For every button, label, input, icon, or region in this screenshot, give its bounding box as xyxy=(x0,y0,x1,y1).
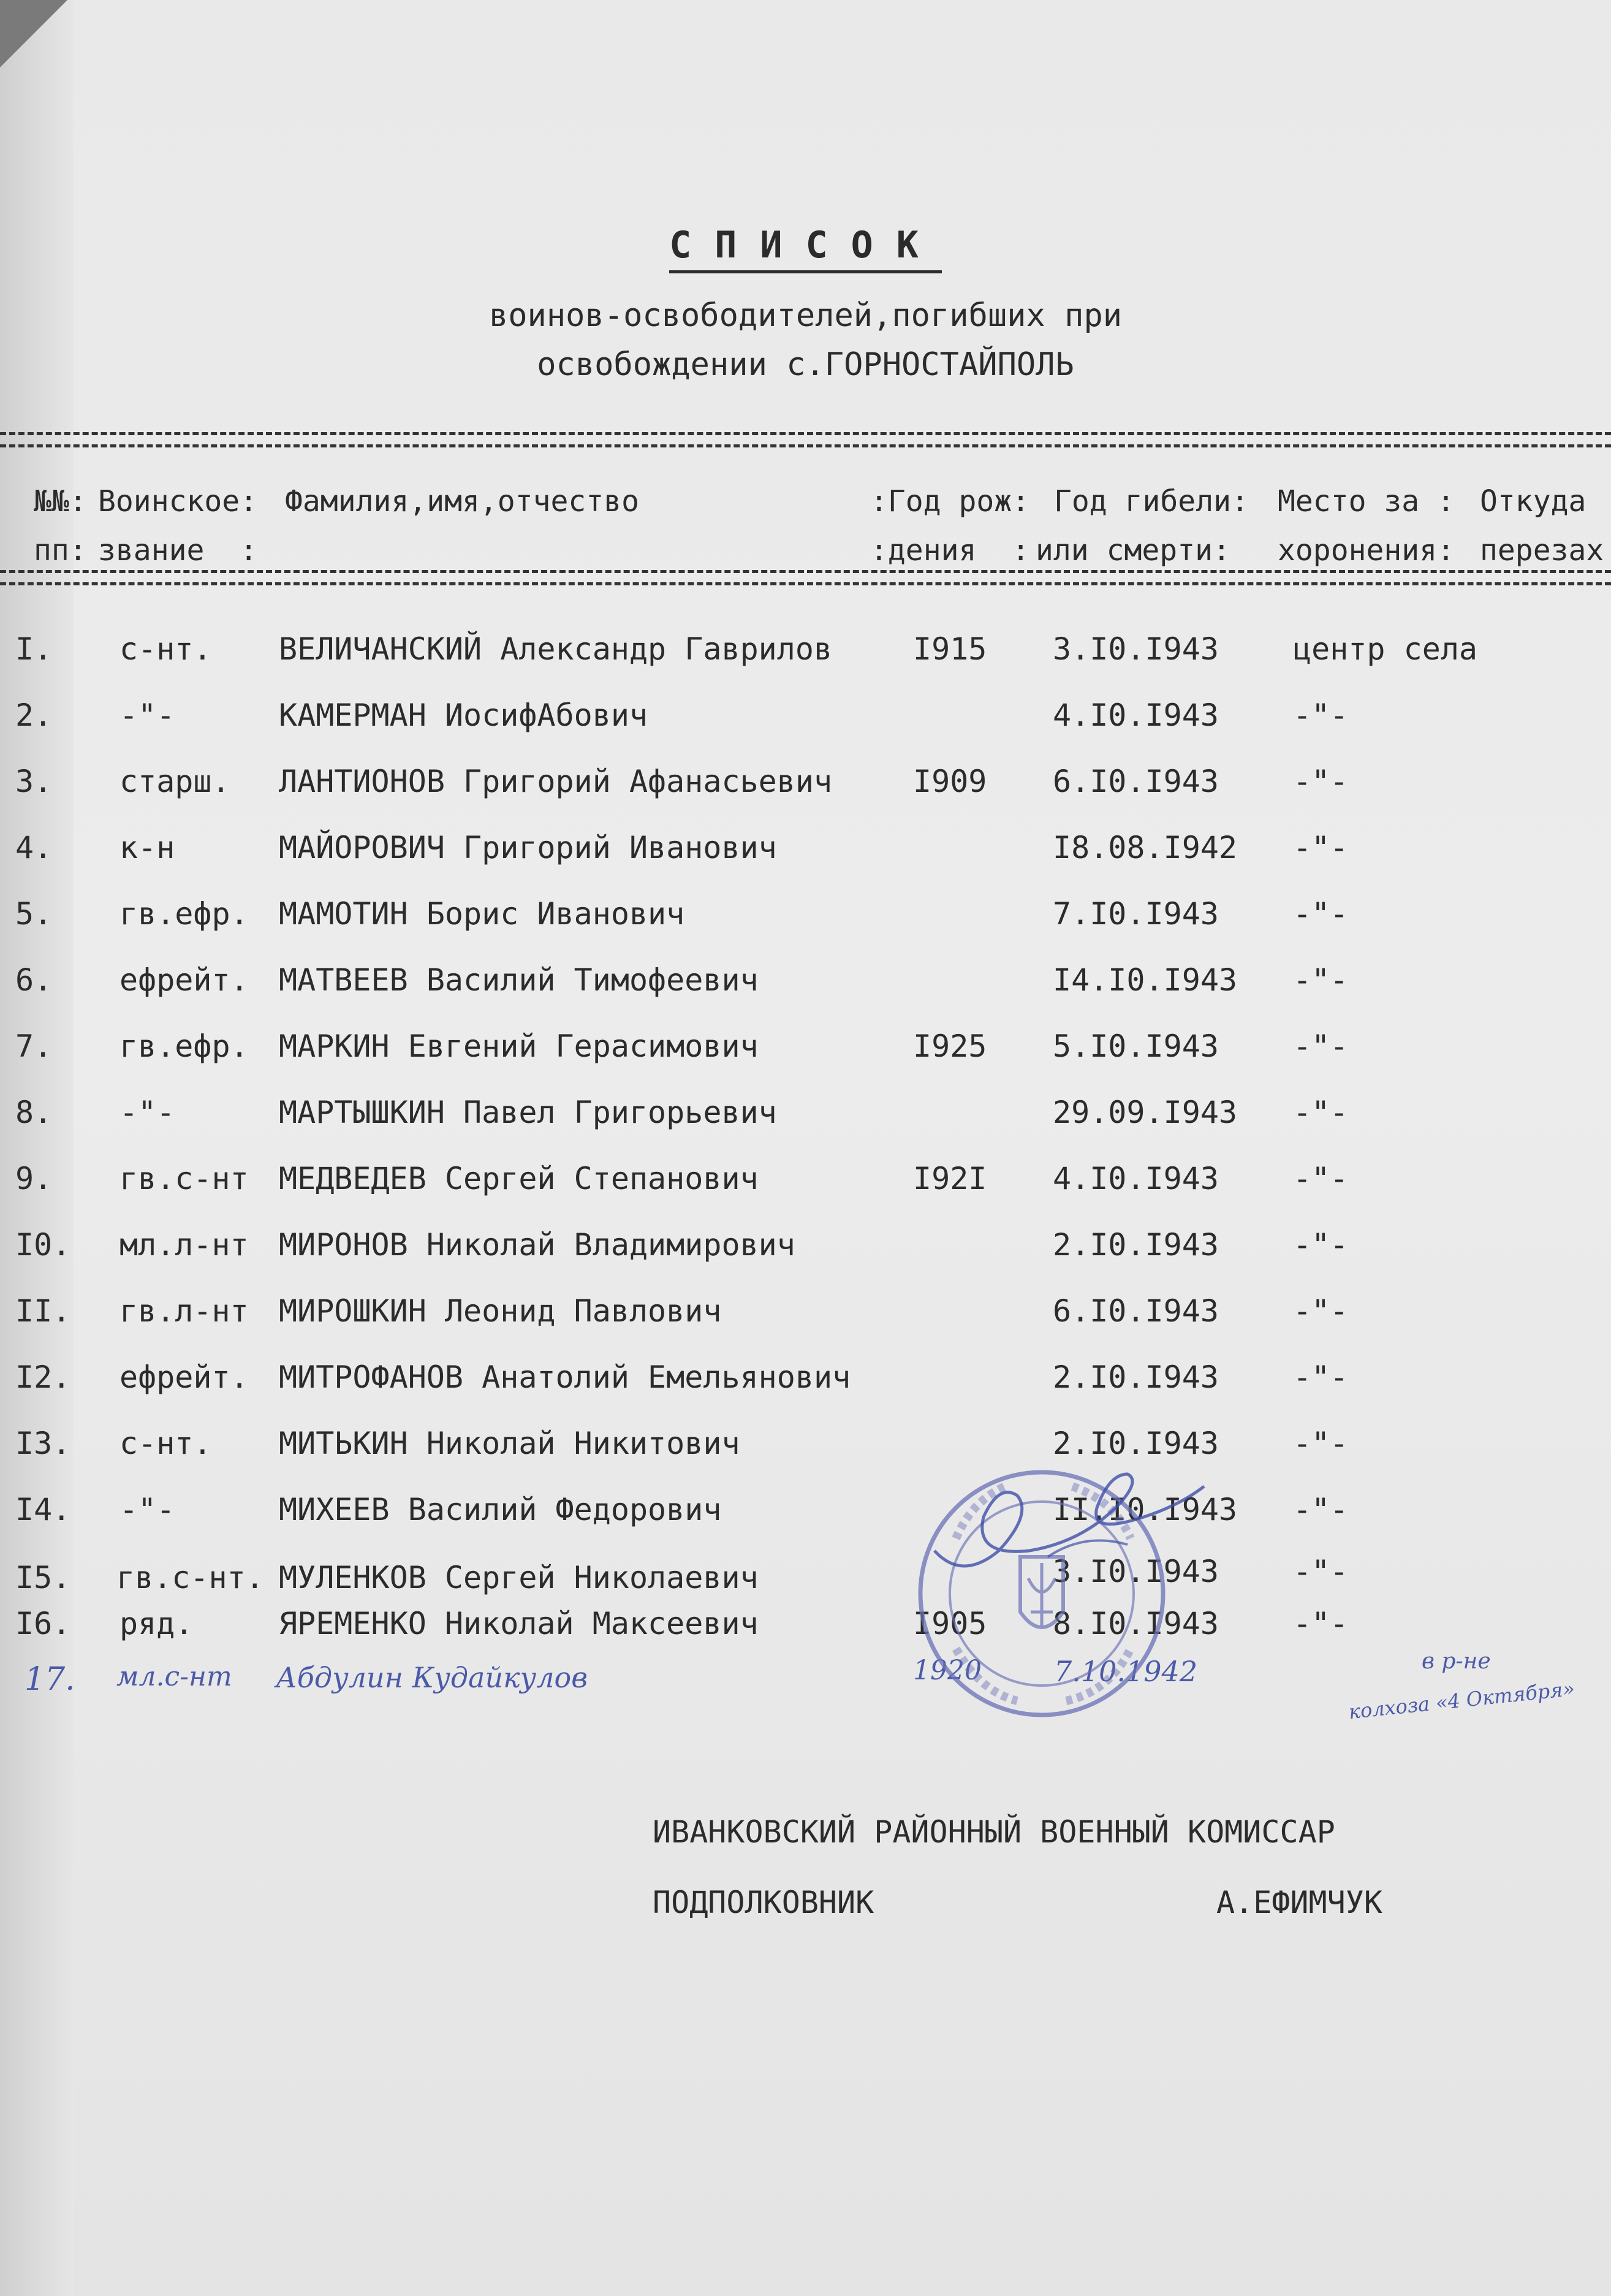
table-row xyxy=(0,1554,1611,1609)
row-name: МАРТЫШКИН Павел Григорьевич xyxy=(279,1095,777,1130)
row-number: 5. xyxy=(15,896,53,932)
row-name: ЛАНТИОНОВ Григорий Афанасьевич xyxy=(279,764,833,799)
row-rank: гв.ефр. xyxy=(119,896,249,932)
subtitle-line-1: воинов-освободителей,погибших при xyxy=(488,297,1123,334)
row-death-date: 2.I0.I943 xyxy=(1053,1227,1219,1263)
row-name: МУЛЕНКОВ Сергей Николаевич xyxy=(279,1560,759,1595)
row-death-date: 29.09.I943 xyxy=(1053,1095,1238,1130)
table-row xyxy=(0,698,1611,747)
row-rank: с-нт. xyxy=(119,631,212,667)
row-birth-year: I905 xyxy=(913,1606,987,1641)
row-name: МИТРОФАНОВ Анатолий Емельянович xyxy=(279,1359,851,1395)
col-name-line1: Фамилия,имя,отчество xyxy=(285,484,639,519)
row-number: 9. xyxy=(15,1161,53,1196)
row-burial-place: -"- xyxy=(1293,1606,1349,1641)
row-name: МИРОНОВ Николай Владимирович xyxy=(279,1227,795,1263)
row-name: МАТВЕЕВ Василий Тимофеевич xyxy=(279,962,759,998)
table-header-rule xyxy=(0,570,1611,573)
row-name: МАРКИН Евгений Герасимович xyxy=(279,1028,759,1064)
row-burial-place: -"- xyxy=(1293,1028,1349,1064)
col-num-line1: №№: xyxy=(34,484,87,519)
paper-corner xyxy=(0,0,67,67)
row-number: 8. xyxy=(15,1095,53,1130)
row-death-date: 8.I0.I943 xyxy=(1053,1606,1219,1641)
row-death-date: 4.I0.I943 xyxy=(1053,1161,1219,1196)
hand-row-number: 17. xyxy=(25,1661,75,1698)
row-burial-place: -"- xyxy=(1293,962,1349,998)
row-number: II. xyxy=(15,1293,71,1329)
col-birth-line1: :Год рож: xyxy=(870,484,1030,519)
table-row xyxy=(0,1359,1611,1408)
row-number: 6. xyxy=(15,962,53,998)
col-birth-line2: :дения : xyxy=(870,533,1030,568)
row-rank: ряд. xyxy=(119,1606,194,1641)
row-number: I2. xyxy=(15,1359,71,1395)
row-death-date: 4.I0.I943 xyxy=(1053,698,1219,733)
row-number: I0. xyxy=(15,1227,71,1263)
hand-row-place-line1: в р-не xyxy=(1422,1649,1491,1674)
row-rank: мл.л-нт xyxy=(119,1227,249,1263)
table-row xyxy=(0,1426,1611,1475)
table-top-rule-2 xyxy=(0,444,1611,447)
row-name: МАМОТИН Борис Иванович xyxy=(279,896,685,932)
row-name: ЯРЕМЕНКО Николай Максеевич xyxy=(279,1606,759,1641)
row-number: I4. xyxy=(15,1492,71,1527)
table-row xyxy=(0,1492,1611,1541)
table-row xyxy=(0,1095,1611,1144)
row-death-date: 2.I0.I943 xyxy=(1053,1426,1219,1461)
row-burial-place: -"- xyxy=(1293,1095,1349,1130)
row-name: КАМЕРМАН ИосифАбович xyxy=(279,698,648,733)
row-death-date: 7.I0.I943 xyxy=(1053,896,1219,932)
row-rank: гв.с-нт xyxy=(119,1161,249,1196)
document-title xyxy=(0,224,1611,267)
commissar-title: ИВАНКОВСКИЙ РАЙОННЫЙ ВОЕННЫЙ КОМИССАР xyxy=(653,1814,1335,1850)
table-row xyxy=(0,764,1611,813)
row-rank: гв.с-нт. xyxy=(116,1560,264,1595)
row-burial-place: центр села xyxy=(1293,631,1478,667)
table-row xyxy=(0,1227,1611,1276)
table-header-rule-2 xyxy=(0,582,1611,585)
row-name: МАЙОРОВИЧ Григорий Иванович xyxy=(279,830,777,865)
table-row xyxy=(0,1161,1611,1210)
row-burial-place: -"- xyxy=(1293,896,1349,932)
col-origin-line2: перезах xyxy=(1480,533,1604,568)
subtitle-line-2: освобождении с.ГОРНОСТАЙПОЛЬ xyxy=(537,346,1074,383)
row-burial-place: -"- xyxy=(1293,1227,1349,1263)
table-row xyxy=(0,1293,1611,1342)
row-rank: -"- xyxy=(119,698,175,733)
row-death-date: I8.08.I942 xyxy=(1053,830,1238,865)
row-rank: -"- xyxy=(119,1095,175,1130)
row-burial-place: -"- xyxy=(1293,764,1349,799)
row-number: I5. xyxy=(15,1560,71,1595)
row-birth-year: I925 xyxy=(913,1028,987,1064)
row-death-date: I4.I0.I943 xyxy=(1053,962,1238,998)
col-rank-line1: Воинское: xyxy=(98,484,258,519)
row-rank: -"- xyxy=(119,1492,175,1527)
row-burial-place: -"- xyxy=(1293,698,1349,733)
row-death-date: 2.I0.I943 xyxy=(1053,1359,1219,1395)
row-rank: к-н xyxy=(119,830,175,865)
col-num-line2: пп: xyxy=(34,533,87,568)
commissar-rank: ПОДПОЛКОВНИК xyxy=(653,1885,874,1920)
hand-row-rank: мл.с-нт xyxy=(116,1661,232,1692)
row-number: 3. xyxy=(15,764,53,799)
col-place-line2: хоронения: xyxy=(1278,533,1455,568)
col-death-line1: Год гибели: xyxy=(1054,484,1249,519)
row-name: ВЕЛИЧАНСКИЙ Александр Гаврилов xyxy=(279,631,833,667)
row-rank: гв.л-нт xyxy=(119,1293,249,1329)
row-burial-place: -"- xyxy=(1293,1293,1349,1329)
row-burial-place: -"- xyxy=(1293,1359,1349,1395)
row-number: 7. xyxy=(15,1028,53,1064)
row-rank: ефрейт. xyxy=(119,962,249,998)
row-number: 2. xyxy=(15,698,53,733)
row-birth-year: I915 xyxy=(913,631,987,667)
table-row xyxy=(0,830,1611,879)
hand-row-name: Абдулин Кудайкулов xyxy=(276,1661,588,1694)
row-burial-place: -"- xyxy=(1293,1554,1349,1589)
row-rank: с-нт. xyxy=(119,1426,212,1461)
row-number: I3. xyxy=(15,1426,71,1461)
row-burial-place: -"- xyxy=(1293,1492,1349,1527)
row-death-date: 6.I0.I943 xyxy=(1053,1293,1219,1329)
row-death-date: 5.I0.I943 xyxy=(1053,1028,1219,1064)
row-birth-year: I909 xyxy=(913,764,987,799)
row-death-date: 6.I0.I943 xyxy=(1053,764,1219,799)
row-rank: гв.ефр. xyxy=(119,1028,249,1064)
row-death-date: II.I0.I943 xyxy=(1053,1492,1238,1527)
row-number: I. xyxy=(15,631,53,667)
hand-row-birth-year: 1920 xyxy=(913,1655,982,1686)
table-row xyxy=(0,896,1611,945)
table-row xyxy=(0,1606,1611,1655)
row-number: 4. xyxy=(15,830,53,865)
row-name: МИРОШКИН Леонид Павлович xyxy=(279,1293,722,1329)
document-title-text: СПИСОК xyxy=(669,224,942,273)
row-name: МЕДВЕДЕВ Сергей Степанович xyxy=(279,1161,759,1196)
hand-row-place-line2: колхоза «4 Октября» xyxy=(1348,1676,1576,1724)
row-name: МИТЬКИН Николай Никитович xyxy=(279,1426,740,1461)
col-death-line2: или смерти: xyxy=(1036,533,1230,568)
row-burial-place: -"- xyxy=(1293,830,1349,865)
handwritten-signature xyxy=(925,1459,1213,1600)
row-death-date: 3.I0.I943 xyxy=(1053,1554,1219,1589)
col-place-line1: Место за : xyxy=(1278,484,1455,519)
col-origin-line1: Откуда xyxy=(1480,484,1586,519)
commissar-name: А.ЕФИМЧУК xyxy=(1216,1885,1382,1920)
table-row xyxy=(0,631,1611,680)
row-birth-year: I92I xyxy=(913,1161,987,1196)
hand-row-death-date: 7.10.1942 xyxy=(1054,1655,1198,1688)
table-row xyxy=(0,962,1611,1011)
table-top-rule xyxy=(0,432,1611,435)
col-rank-line2: звание : xyxy=(98,533,258,568)
row-death-date: 3.I0.I943 xyxy=(1053,631,1219,667)
row-name: МИХЕЕВ Василий Федорович xyxy=(279,1492,722,1527)
row-rank: ефрейт. xyxy=(119,1359,249,1395)
row-burial-place: -"- xyxy=(1293,1161,1349,1196)
paper-fold xyxy=(0,0,74,2296)
table-row xyxy=(0,1028,1611,1078)
row-rank: старш. xyxy=(119,764,230,799)
row-burial-place: -"- xyxy=(1293,1426,1349,1461)
row-number: I6. xyxy=(15,1606,71,1641)
